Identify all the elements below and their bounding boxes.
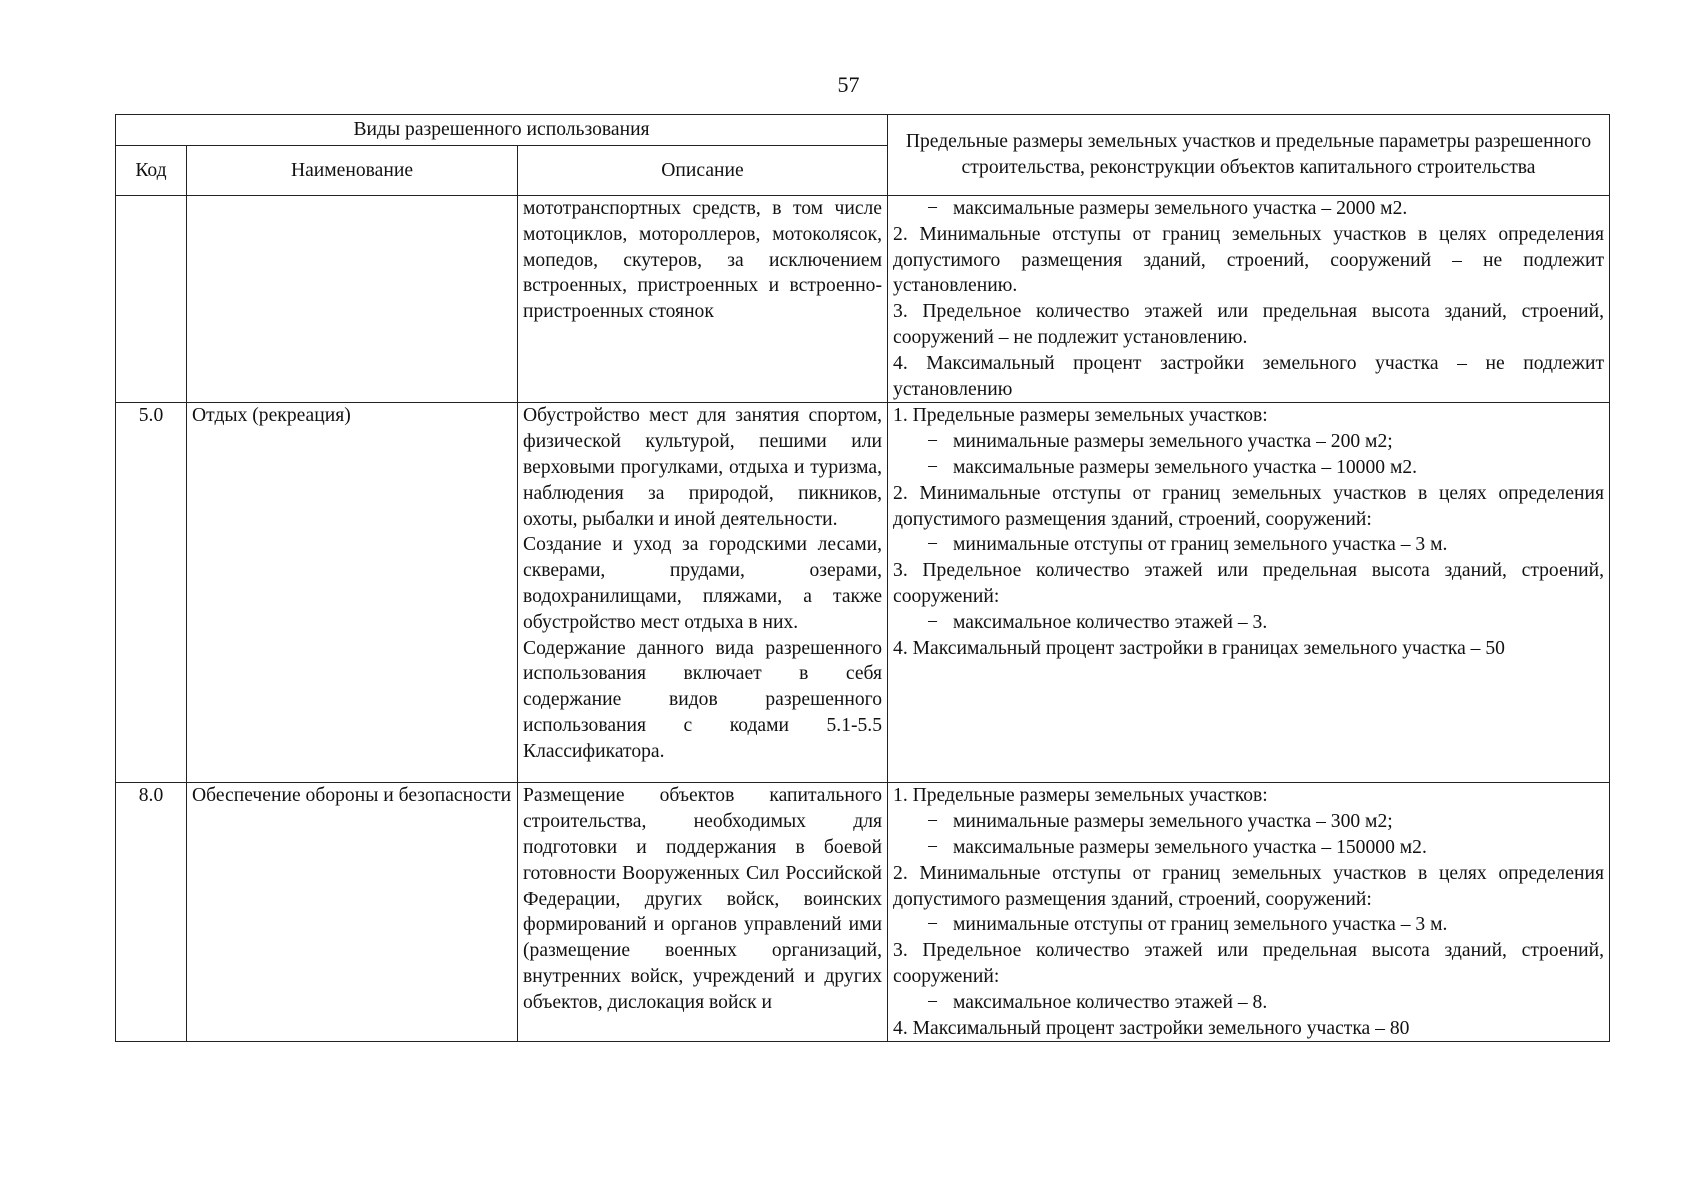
cell-name: Отдых (рекреация) xyxy=(187,403,518,783)
description-paragraph: Содержание данного вида разрешенного использования включает в себя содержание видов разрешенного использования с кодами 5.1-5.5 Классификатора. xyxy=(523,637,883,762)
dash-bullet-icon: − xyxy=(927,534,939,556)
parameter-bullet xyxy=(893,835,1604,861)
parameter-bullet xyxy=(893,532,1604,558)
dash-bullet-icon: − xyxy=(927,431,939,453)
land-use-table xyxy=(115,114,1610,1042)
dash-bullet-icon: − xyxy=(927,456,939,478)
parameter-text: минимальные размеры земельного участка – 200 м2; xyxy=(953,431,1393,453)
description-paragraph: мототранспортных средств, в том числе мотоциклов, мотороллеров, мотоколясок, мопедов, скутеров, за исключением встроенных, пристроенных и встроенно-пристроенных стоянок xyxy=(523,198,883,323)
parameter-text: максимальное количество этажей – 3. xyxy=(953,611,1268,633)
header-name: Наименование xyxy=(187,146,518,196)
parameter-item: 1. Предельные размеры земельных участков: xyxy=(893,405,1268,427)
parameter-bullet xyxy=(893,196,1604,222)
table-row xyxy=(116,783,1610,1042)
parameter-item: 3. Предельное количество этажей или предельная высота зданий, строений, сооружений – не подлежит установлению. xyxy=(893,301,1605,348)
cell-code xyxy=(116,196,187,403)
cell-parameters xyxy=(888,196,1610,403)
parameter-bullet xyxy=(893,809,1604,835)
parameter-bullet xyxy=(893,990,1604,1016)
parameter-bullet xyxy=(893,610,1604,636)
dash-bullet-icon: − xyxy=(927,991,939,1013)
parameter-item: 3. Предельное количество этажей или предельная высота зданий, строений, сооружений: xyxy=(893,560,1605,607)
table-row xyxy=(116,403,1610,783)
parameter-item: 4. Максимальный процент застройки в границах земельного участка – 50 xyxy=(893,637,1505,659)
parameter-item: 2. Минимальные отступы от границ земельных участков в целях определения допустимого размещения зданий, строений, сооружений: xyxy=(893,862,1605,910)
dash-bullet-icon: − xyxy=(927,611,939,633)
parameter-item: 2. Минимальные отступы от границ земельных участков в целях определения допустимого размещения зданий, строений, сооружений – не подлежит установлению. xyxy=(893,223,1605,297)
parameter-item: 4. Максимальный процент застройки земельного участка – не подлежит установлению xyxy=(893,352,1605,400)
parameter-text: минимальные размеры земельного участка – 300 м2; xyxy=(953,811,1393,833)
page-number: 57 xyxy=(837,72,860,97)
parameter-item: 4. Максимальный процент застройки земельного участка – 80 xyxy=(893,1017,1410,1039)
table-body xyxy=(116,196,1610,1042)
cell-parameters xyxy=(888,783,1610,1042)
cell-parameters xyxy=(888,403,1610,783)
cell-description xyxy=(518,196,888,403)
description-paragraph: Размещение объектов капитального строительства, необходимых для подготовки и поддержания в боевой готовности Вооруженных Сил Российской Федерации, других войск, воинских формирований и органов управлений ими (размещение военных организаций, внутренних войск, учреждений и других объектов, дислокация войск и xyxy=(523,785,883,1013)
header-code: Код xyxy=(116,146,187,196)
cell-description xyxy=(518,783,888,1042)
parameter-item: 1. Предельные размеры земельных участков: xyxy=(893,785,1268,807)
dash-bullet-icon: − xyxy=(927,914,939,936)
parameter-item: 3. Предельное количество этажей или предельная высота зданий, строений, сооружений: xyxy=(893,940,1605,987)
dash-bullet-icon: − xyxy=(927,811,939,833)
parameter-text: максимальные размеры земельного участка – 150000 м2. xyxy=(953,836,1427,858)
header-description: Описание xyxy=(518,146,888,196)
table-row xyxy=(116,196,1610,403)
parameter-bullet xyxy=(893,912,1604,938)
parameter-bullet xyxy=(893,455,1604,481)
parameter-item: 2. Минимальные отступы от границ земельных участков в целях определения допустимого размещения зданий, строений, сооружений: xyxy=(893,482,1605,530)
cell-name: Обеспечение обороны и безопасности xyxy=(187,783,518,1042)
header-group-parameters: Предельные размеры земельных участков и предельные параметры разрешенного строительства, реконструкции объектов капитального строительства xyxy=(888,115,1610,196)
header-group-permitted-use: Виды разрешенного использования xyxy=(116,115,888,146)
parameter-text: максимальное количество этажей – 8. xyxy=(953,991,1268,1013)
cell-code: 5.0 xyxy=(116,403,187,783)
parameter-text: максимальные размеры земельного участка – 2000 м2. xyxy=(953,198,1408,219)
cell-name xyxy=(187,196,518,403)
description-paragraph: Обустройство мест для занятия спортом, физической культурой, пешими или верховыми прогулками, отдыха и туризма, наблюдения за природой, пикников, охоты, рыбалки и иной деятельности. xyxy=(523,405,883,530)
cell-description xyxy=(518,403,888,783)
dash-bullet-icon: − xyxy=(927,836,939,858)
dash-bullet-icon: − xyxy=(927,198,939,219)
parameter-text: минимальные отступы от границ земельного участка – 3 м. xyxy=(953,914,1448,936)
parameter-bullet xyxy=(893,429,1604,455)
cell-code: 8.0 xyxy=(116,783,187,1042)
parameter-text: максимальные размеры земельного участка – 10000 м2. xyxy=(953,456,1418,478)
description-paragraph: Создание и уход за городскими лесами, скверами, прудами, озерами, водохранилищами, пляжами, а также обустройство мест отдыха в них. xyxy=(523,534,883,633)
parameter-text: минимальные отступы от границ земельного участка – 3 м. xyxy=(953,534,1448,556)
